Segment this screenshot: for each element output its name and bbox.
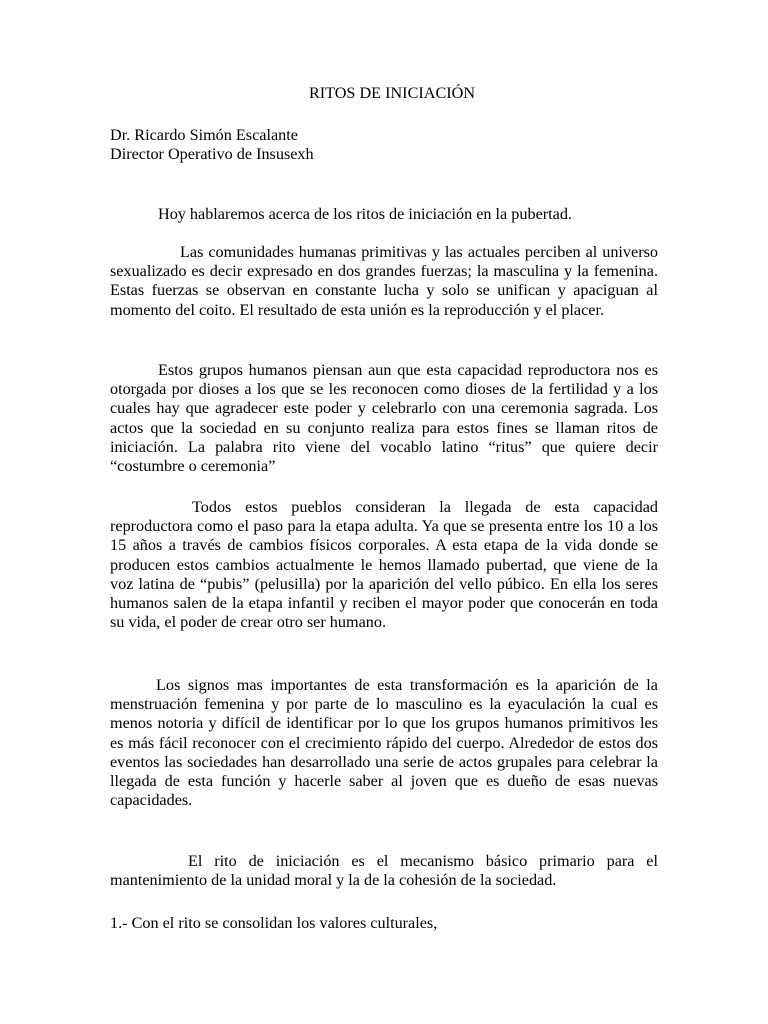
paragraph-communities: Las comunidades humanas primitivas y las actuales perciben al universo sexualizado es decir expresado en dos grandes fuerzas; la masculina y la femenina. Estas fuerzas se observan en constante lucha y solo se unifican y apaciguan al momento del coito. El resultado de esta unión es la reproducción y el placer. [110, 243, 658, 319]
paragraph-intro: Hoy hablaremos acerca de los ritos de iniciación en la pubertad. [158, 205, 572, 223]
paragraph-signs: Los signos mas importantes de esta transformación es la aparición de la menstruación femenina y por parte de lo masculino es la eyaculación la cual es menos notoria y difícil de identificar por lo que los grupos humanos primitivos les es más fácil reconocer con el crecimiento rápido del cuerpo. Alrededor de estos dos eventos las sociedades han desarrollado una serie de actos grupales para celebrar la llegada de esta función y hacerle saber al joven que es dueño de esas nuevas capacidades. [110, 676, 658, 810]
paragraph-mechanism: El rito de iniciación es el mecanismo básico primario para el mantenimiento de la unidad moral y la de la cohesión de la sociedad. [110, 852, 658, 890]
author-name: Dr. Ricardo Simón Escalante [110, 126, 298, 144]
author-block [110, 126, 314, 164]
paragraph-fertility-gods: Estos grupos humanos piensan aun que esta capacidad reproductora nos es otorgada por dioses a los que se les reconocen como dioses de la fertilidad y a los cuales hay que agradecer este poder y celebrarlo con una ceremonia sagrada. Los actos que la sociedad en su conjunto realiza para estos fines se llaman ritos de iniciación. La palabra rito viene del vocablo latino “ritus” que quiere decir “costumbre o ceremonia” [110, 361, 658, 476]
author-role: Director Operativo de Insusexh [110, 145, 314, 164]
list-item-1: 1.- Con el rito se consolidan los valores culturales, [110, 914, 438, 932]
document-title: RITOS DE INICIACIÓN [308, 84, 476, 102]
paragraph-adulthood: Todos estos pueblos consideran la llegada de esta capacidad reproductora como el paso para la etapa adulta. Ya que se presenta entre los 10 a los 15 años a través de cambios físicos corporales. A esta etapa de la vida donde se producen estos cambios actualmente le hemos llamado pubertad, que viene de la voz latina de “pubis” (pelusilla) por la aparición del vello púbico. En ella los seres humanos salen de la etapa infantil y reciben el mayor poder que conocerán en toda su vida, el poder de crear otro ser humano. [110, 498, 658, 632]
